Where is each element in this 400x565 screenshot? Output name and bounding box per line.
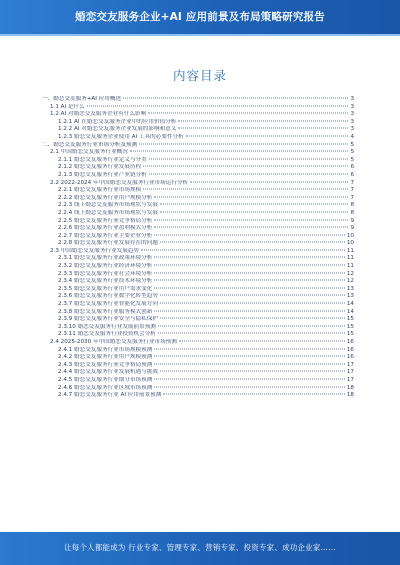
toc-leader-dots bbox=[123, 98, 348, 99]
toc-entry-title: 2.2.2 婚恋交友服务行业用户规模分析 bbox=[58, 194, 153, 201]
toc-page-number: 5 bbox=[350, 149, 354, 156]
toc-leader-dots bbox=[154, 348, 345, 349]
toc-leader-dots bbox=[178, 120, 348, 121]
toc-page-number: 7 bbox=[350, 187, 354, 194]
footer-bar bbox=[0, 532, 400, 565]
toc-page-number: 4 bbox=[350, 133, 354, 140]
toc-entry-title: 2.1.2 婚恋交友服务行业发展历程 bbox=[58, 164, 142, 171]
toc-leader-dots bbox=[149, 158, 349, 159]
toc-entry-title: 2.3.1 婚恋交友服务行业政策环境分析 bbox=[58, 255, 153, 262]
toc-entry[interactable] bbox=[36, 248, 354, 256]
toc-entry[interactable] bbox=[36, 278, 354, 286]
toc-entry-title: 1.2.2 AI 对婚恋交友服务企业发展的影响和意义 bbox=[58, 126, 177, 133]
toc-leader-dots bbox=[160, 371, 345, 372]
toc-entry-title: 2.2.7 婚恋交友服务行业主要企业分析 bbox=[58, 232, 153, 239]
toc-entry[interactable] bbox=[36, 301, 354, 309]
toc-page-number: 11 bbox=[346, 255, 354, 262]
toc-entry-title: 2.2.4 线上婚恋交友服务市场现状与发展 bbox=[58, 209, 158, 216]
toc-page-number: 15 bbox=[346, 316, 354, 323]
toc-leader-dots bbox=[139, 143, 348, 144]
toc-entry-title: 2.3.6 婚恋交友服务行业数字化转型趋势 bbox=[58, 293, 158, 300]
toc-entry[interactable] bbox=[36, 157, 354, 165]
toc-entry-title: 二、婚恋交友服务行业市场分析及预测 bbox=[42, 141, 138, 148]
toc-page-number: 15 bbox=[346, 323, 354, 330]
toc-leader-dots bbox=[154, 356, 345, 357]
toc-entry-title: 2.3.9 婚恋交友服务行业安全与隐私保护 bbox=[58, 316, 158, 323]
toc-leader-dots bbox=[154, 196, 348, 197]
toc-leader-dots bbox=[163, 394, 345, 395]
toc-page-number: 3 bbox=[350, 103, 354, 110]
toc-entry-title: 2.1 中国婚恋交友服务行业概况 bbox=[50, 149, 128, 156]
toc-entry-title: 2.4.1 婚恋交友服务行业市场规模预测 bbox=[58, 346, 153, 353]
toc-page-number: 3 bbox=[350, 118, 354, 125]
toc-leader-dots bbox=[154, 257, 345, 258]
toc-page-number: 11 bbox=[346, 263, 354, 270]
toc-page-number: 13 bbox=[346, 285, 354, 292]
toc-leader-dots bbox=[154, 378, 345, 379]
toc-entry[interactable] bbox=[36, 180, 354, 188]
toc-entry-title: 2.3.8 婚恋交友服务行业服务模式创新 bbox=[58, 308, 153, 315]
toc-entry[interactable] bbox=[36, 362, 354, 370]
toc-entry[interactable] bbox=[36, 286, 354, 294]
toc-entry-title: 2.4.3 婚恋交友服务行业竞争格局预测 bbox=[58, 361, 153, 368]
toc-entry-title: 2.2.5 婚恋交友服务行业竞争格局分析 bbox=[58, 217, 153, 224]
toc-page-number: 16 bbox=[346, 346, 354, 353]
toc-leader-dots bbox=[87, 105, 349, 106]
toc-page-number: 3 bbox=[350, 96, 354, 102]
toc-page-number: 8 bbox=[350, 202, 354, 209]
toc-page-number: 6 bbox=[350, 164, 354, 171]
toc-leader-dots bbox=[160, 242, 345, 243]
toc-entry[interactable] bbox=[36, 339, 354, 347]
toc-entry-title: 2.4 2025-2030 年中国婚恋交友服务行业市场预测 bbox=[50, 339, 177, 345]
toc-entry-title: 2.3.3 婚恋交友服务行业社会环境分析 bbox=[58, 270, 153, 277]
toc-entry[interactable] bbox=[36, 225, 354, 233]
toc-page-number: 7 bbox=[350, 179, 354, 186]
toc-leader-dots bbox=[143, 166, 348, 167]
toc-page-number: 10 bbox=[346, 232, 354, 239]
toc-entry[interactable] bbox=[36, 271, 354, 279]
toc-entry[interactable] bbox=[36, 385, 354, 393]
toc-entry[interactable] bbox=[36, 331, 354, 339]
toc-entry[interactable] bbox=[36, 255, 354, 263]
toc-entry-title: 1.2 AI 对婚恋交友服务企业有什么影响 bbox=[50, 111, 147, 118]
toc-leader-dots bbox=[141, 249, 345, 250]
toc-page-number: 17 bbox=[346, 376, 354, 383]
toc-leader-dots bbox=[154, 227, 348, 228]
toc-entry[interactable] bbox=[36, 142, 354, 150]
toc-entry[interactable] bbox=[36, 293, 354, 301]
toc-leader-dots bbox=[143, 189, 348, 190]
toc-page-number: 14 bbox=[346, 308, 354, 315]
header-stripe bbox=[0, 34, 400, 36]
toc-entry[interactable] bbox=[36, 96, 354, 104]
toc-page-number: 8 bbox=[350, 209, 354, 216]
toc-leader-dots bbox=[154, 234, 345, 235]
toc-entry-title: 2.3.10 婚恋交友服务行业发展前景预测 bbox=[58, 323, 156, 330]
toc-entry-title: 2.2.1 婚恋交友服务行业市场规模 bbox=[58, 187, 142, 194]
toc-entry-title: 2.3.5 婚恋交友服务行业用户需求变化 bbox=[58, 285, 153, 292]
toc-entry[interactable] bbox=[36, 309, 354, 317]
toc-page-number: 5 bbox=[350, 141, 354, 148]
toc-page-number: 3 bbox=[350, 111, 354, 118]
toc-leader-dots bbox=[154, 287, 345, 288]
toc-leader-dots bbox=[160, 211, 349, 212]
toc-entry-title: 2.3.2 婚恋交友服务行业经济环境分析 bbox=[58, 263, 153, 270]
toc-leader-dots bbox=[154, 265, 345, 266]
toc-leader-dots bbox=[158, 325, 345, 326]
toc-entry-title: 2.4.2 婚恋交友服务行业用户规模预测 bbox=[58, 354, 153, 361]
toc-page-number: 15 bbox=[346, 331, 354, 338]
toc-entry-title: 1.2.3 婚恋交友服务企业使用 AI 工具的必要性分析 bbox=[58, 133, 184, 140]
toc-entry-title: 2.2.3 线下婚恋交友服务市场现状与发展 bbox=[58, 202, 158, 209]
toc-entry[interactable] bbox=[36, 111, 354, 119]
toc-leader-dots bbox=[186, 135, 349, 136]
toc-entry-title: 1.2.1 AI 在婚恋交友服务企业中的应用价值分析 bbox=[58, 118, 177, 125]
toc-heading: 内容目录 bbox=[172, 68, 227, 83]
toc-page-number: 3 bbox=[350, 126, 354, 133]
toc-entry-title: 2.3.4 婚恋交友服务行业技术环境分析 bbox=[58, 278, 153, 285]
toc-page-number: 9 bbox=[350, 225, 354, 232]
toc-page-number: 16 bbox=[346, 354, 354, 361]
toc-leader-dots bbox=[158, 333, 345, 334]
toc-entry[interactable] bbox=[36, 134, 354, 142]
toc-page-number: 17 bbox=[346, 361, 354, 368]
toc-entry[interactable] bbox=[36, 218, 354, 226]
toc-entry[interactable] bbox=[36, 354, 354, 362]
toc-leader-dots bbox=[178, 128, 348, 129]
toc-leader-dots bbox=[154, 272, 345, 273]
toc-entry-title: 2.2 2022-2024 年中国婚恋交友服务行业市场运行分析 bbox=[50, 179, 189, 186]
toc-entry-title: 一、婚恋交友服务+AI 应用概述 bbox=[42, 96, 122, 102]
table-of-contents bbox=[36, 96, 354, 400]
toc-leader-dots bbox=[160, 204, 349, 205]
toc-entry-title: 2.1.3 婚恋交友服务行业产业链分析 bbox=[58, 171, 147, 178]
toc-page-number: 11 bbox=[346, 247, 354, 254]
toc-entry-title: 2.3.11 婚恋交友服务行业投资机会分析 bbox=[58, 331, 156, 338]
toc-entry-title: 2.1.1 婚恋交友服务行业定义与分类 bbox=[58, 156, 147, 163]
toc-entry[interactable] bbox=[36, 172, 354, 180]
footer-slogan: 让每个人都能成为 行业专家、管理专家、营销专家、投资专家、成功企业家…… bbox=[64, 543, 336, 552]
toc-leader-dots bbox=[148, 113, 348, 114]
toc-leader-dots bbox=[160, 318, 345, 319]
toc-entry-title: 2.4.7 婚恋交友服务行业 AI 应用前景预测 bbox=[58, 392, 162, 399]
report-title: 婚恋交友服务企业+AI 应用前景及布局策略研究报告 bbox=[75, 11, 325, 23]
toc-page-number: 10 bbox=[346, 240, 354, 247]
toc-entry[interactable] bbox=[36, 324, 354, 332]
toc-entry[interactable] bbox=[36, 210, 354, 218]
toc-page-number: 12 bbox=[346, 278, 354, 285]
toc-entry-title: 2.2.6 婚恋交友服务行业盈利模式分析 bbox=[58, 225, 153, 232]
toc-page-number: 16 bbox=[346, 339, 354, 345]
toc-entry-title: 2.3.7 婚恋交友服务行业智能化发展方向 bbox=[58, 301, 158, 308]
toc-page-number: 7 bbox=[350, 194, 354, 201]
toc-entry-title: 2.3 中国婚恋交友服务行业发展趋势 bbox=[50, 247, 139, 254]
toc-leader-dots bbox=[130, 151, 349, 152]
toc-entry[interactable] bbox=[36, 119, 354, 127]
toc-page-number: 12 bbox=[346, 270, 354, 277]
toc-leader-dots bbox=[154, 363, 345, 364]
toc-page-number: 6 bbox=[350, 171, 354, 178]
toc-entry-title: 2.2.8 婚恋交友服务行业发展存在的问题 bbox=[58, 240, 158, 247]
toc-leader-dots bbox=[160, 303, 345, 304]
toc-entry[interactable] bbox=[36, 149, 354, 157]
toc-entry[interactable] bbox=[36, 369, 354, 377]
toc-page-number: 18 bbox=[346, 384, 354, 391]
toc-leader-dots bbox=[154, 280, 345, 281]
toc-entry[interactable] bbox=[36, 377, 354, 385]
toc-page-number: 17 bbox=[346, 369, 354, 376]
report-header-bar bbox=[0, 0, 400, 34]
toc-leader-dots bbox=[160, 295, 345, 296]
toc-page-number: 9 bbox=[350, 217, 354, 224]
toc-entry[interactable] bbox=[36, 202, 354, 210]
toc-entry[interactable] bbox=[36, 240, 354, 248]
toc-entry[interactable] bbox=[36, 233, 354, 241]
toc-entry[interactable] bbox=[36, 316, 354, 324]
toc-leader-dots bbox=[179, 341, 345, 342]
toc-page-number: 14 bbox=[346, 301, 354, 308]
toc-leader-dots bbox=[154, 219, 348, 220]
toc-entry[interactable] bbox=[36, 195, 354, 203]
toc-page-number: 13 bbox=[346, 293, 354, 300]
toc-entry[interactable] bbox=[36, 263, 354, 271]
toc-leader-dots bbox=[190, 181, 348, 182]
toc-entry-title: 1.1 AI 是什么 bbox=[50, 103, 85, 110]
toc-entry[interactable] bbox=[36, 392, 354, 400]
toc-entry[interactable] bbox=[36, 104, 354, 112]
toc-leader-dots bbox=[154, 310, 345, 311]
toc-entry-title: 2.4.4 婚恋交友服务行业发展机遇与挑战 bbox=[58, 369, 158, 376]
toc-page-number: 18 bbox=[346, 392, 354, 399]
toc-entry-title: 2.4.5 婚恋交友服务行业细分市场预测 bbox=[58, 376, 153, 383]
toc-leader-dots bbox=[149, 173, 349, 174]
toc-page-number: 5 bbox=[350, 156, 354, 163]
toc-leader-dots bbox=[154, 386, 345, 387]
toc-entry-title: 2.4.6 婚恋交友服务行业区域市场预测 bbox=[58, 384, 153, 391]
toc-entry[interactable] bbox=[36, 347, 354, 355]
toc-entry[interactable] bbox=[36, 126, 354, 134]
toc-entry[interactable] bbox=[36, 187, 354, 195]
toc-entry[interactable] bbox=[36, 164, 354, 172]
